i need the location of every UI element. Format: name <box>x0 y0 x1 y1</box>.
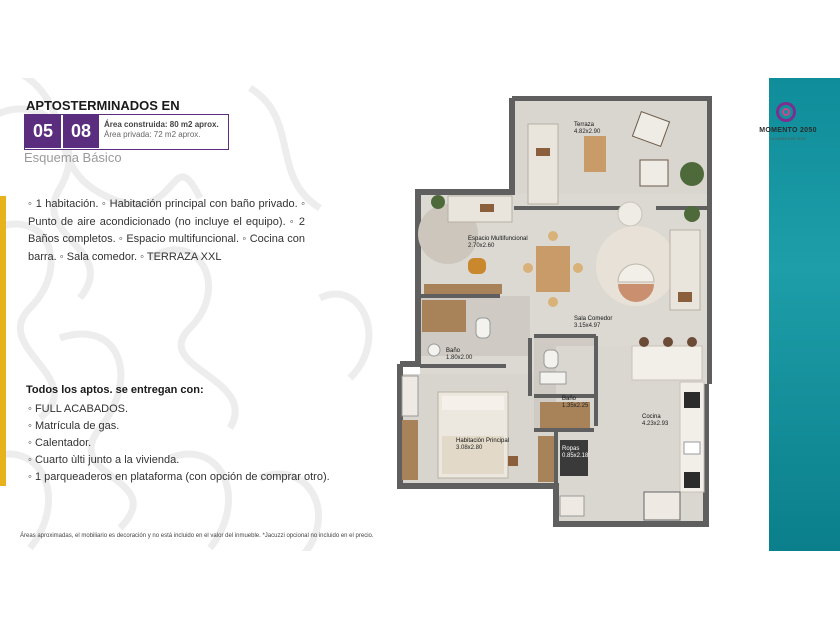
kitchen-bar <box>632 346 702 380</box>
room-dims: 3.08x2.80 <box>456 444 483 451</box>
room-dims: 1.80x2.00 <box>446 354 473 361</box>
floor-plan <box>396 96 712 528</box>
unit-number-a: 05 <box>25 115 61 148</box>
features-paragraph: ◦ 1 habitación. ◦ Habitación principal con baño privado. ◦ Punto de aire acondicionado (no incluye el equipo). ◦ 2 Baños completos. ◦ Espacio multifuncional. ◦ Cocina con barra. ◦ Sala comedor. ◦ TERRAZA XXL <box>28 198 305 263</box>
delivery-item: ◦ 1 parqueaderos en plataforma (con opción de comprar otro). <box>28 471 330 483</box>
brand-logo <box>748 100 828 150</box>
room-name: Terraza <box>574 122 595 128</box>
logo-tagline: LA MANERA DE VIVIR <box>770 137 806 141</box>
room-name: Baño <box>562 396 577 402</box>
room-label <box>456 438 509 451</box>
delivery-item: ◦ Matrícula de gas. <box>28 420 120 432</box>
room-name: Sala Comedor <box>574 316 613 322</box>
terrace-table <box>584 136 606 172</box>
terrace-plant <box>684 206 700 222</box>
terrace-sofa <box>528 124 558 204</box>
room-label <box>574 122 600 135</box>
delivery-item: ◦ Cuarto ùlti junto a la vivienda. <box>28 454 180 466</box>
terrace-chair <box>640 160 668 186</box>
room-dims: 0.85x2.18 <box>562 452 589 459</box>
logo-name: MOMENTO 2050 <box>759 127 817 134</box>
room-label <box>562 446 588 459</box>
slide <box>0 78 840 551</box>
disclaimer: Áreas aproximadas, el mobiliario es decoración y no está incluido en el valor del inmueble. *Jacuzzi opcional no incluido en el precio. <box>20 533 374 539</box>
room-label <box>446 348 472 361</box>
unit-number-b: 08 <box>63 115 99 148</box>
toilet <box>476 318 490 338</box>
private-area: Área privada: 72 m2 aprox. <box>104 130 201 139</box>
room-label <box>562 396 588 409</box>
room-name: Baño <box>446 348 461 354</box>
room-name: Ropas <box>562 446 580 452</box>
room-dims: 3.15x4.97 <box>574 322 601 329</box>
room-name: Espacio Multifuncional <box>468 236 528 242</box>
accent-bar <box>0 196 6 486</box>
room-name: Habitación Principal <box>456 438 510 444</box>
dining-table <box>536 246 570 292</box>
delivery-list <box>28 401 330 486</box>
unit-number-box <box>24 114 229 150</box>
room-label <box>468 236 528 249</box>
room-name: Cocina <box>642 414 661 420</box>
wardrobe <box>402 420 418 480</box>
room-dims: 1.35x2.25 <box>562 402 589 409</box>
bath1-shower <box>422 300 466 332</box>
room-dims: 4.23x2.93 <box>642 420 669 427</box>
delivery-title: Todos los aptos. se entregan con: <box>26 384 204 396</box>
logo-ring-icon <box>776 102 796 122</box>
room-label <box>574 316 612 329</box>
subtitle: Esquema Básico <box>24 150 122 165</box>
terrace-plant <box>680 162 704 186</box>
page-title: APTOSTERMINADOS EN <box>26 98 180 113</box>
room-dims: 2.70x2.60 <box>468 242 495 249</box>
floor-plan-drawing <box>396 96 712 528</box>
room-label <box>642 414 668 427</box>
room-dims: 4.82x2.90 <box>574 128 601 135</box>
built-area: Área construida: 80 m2 aprox. <box>104 120 219 129</box>
delivery-item: ◦ FULL ACABADOS. <box>28 403 129 415</box>
armchair <box>468 258 486 274</box>
delivery-item: ◦ Calentador. <box>28 437 92 449</box>
